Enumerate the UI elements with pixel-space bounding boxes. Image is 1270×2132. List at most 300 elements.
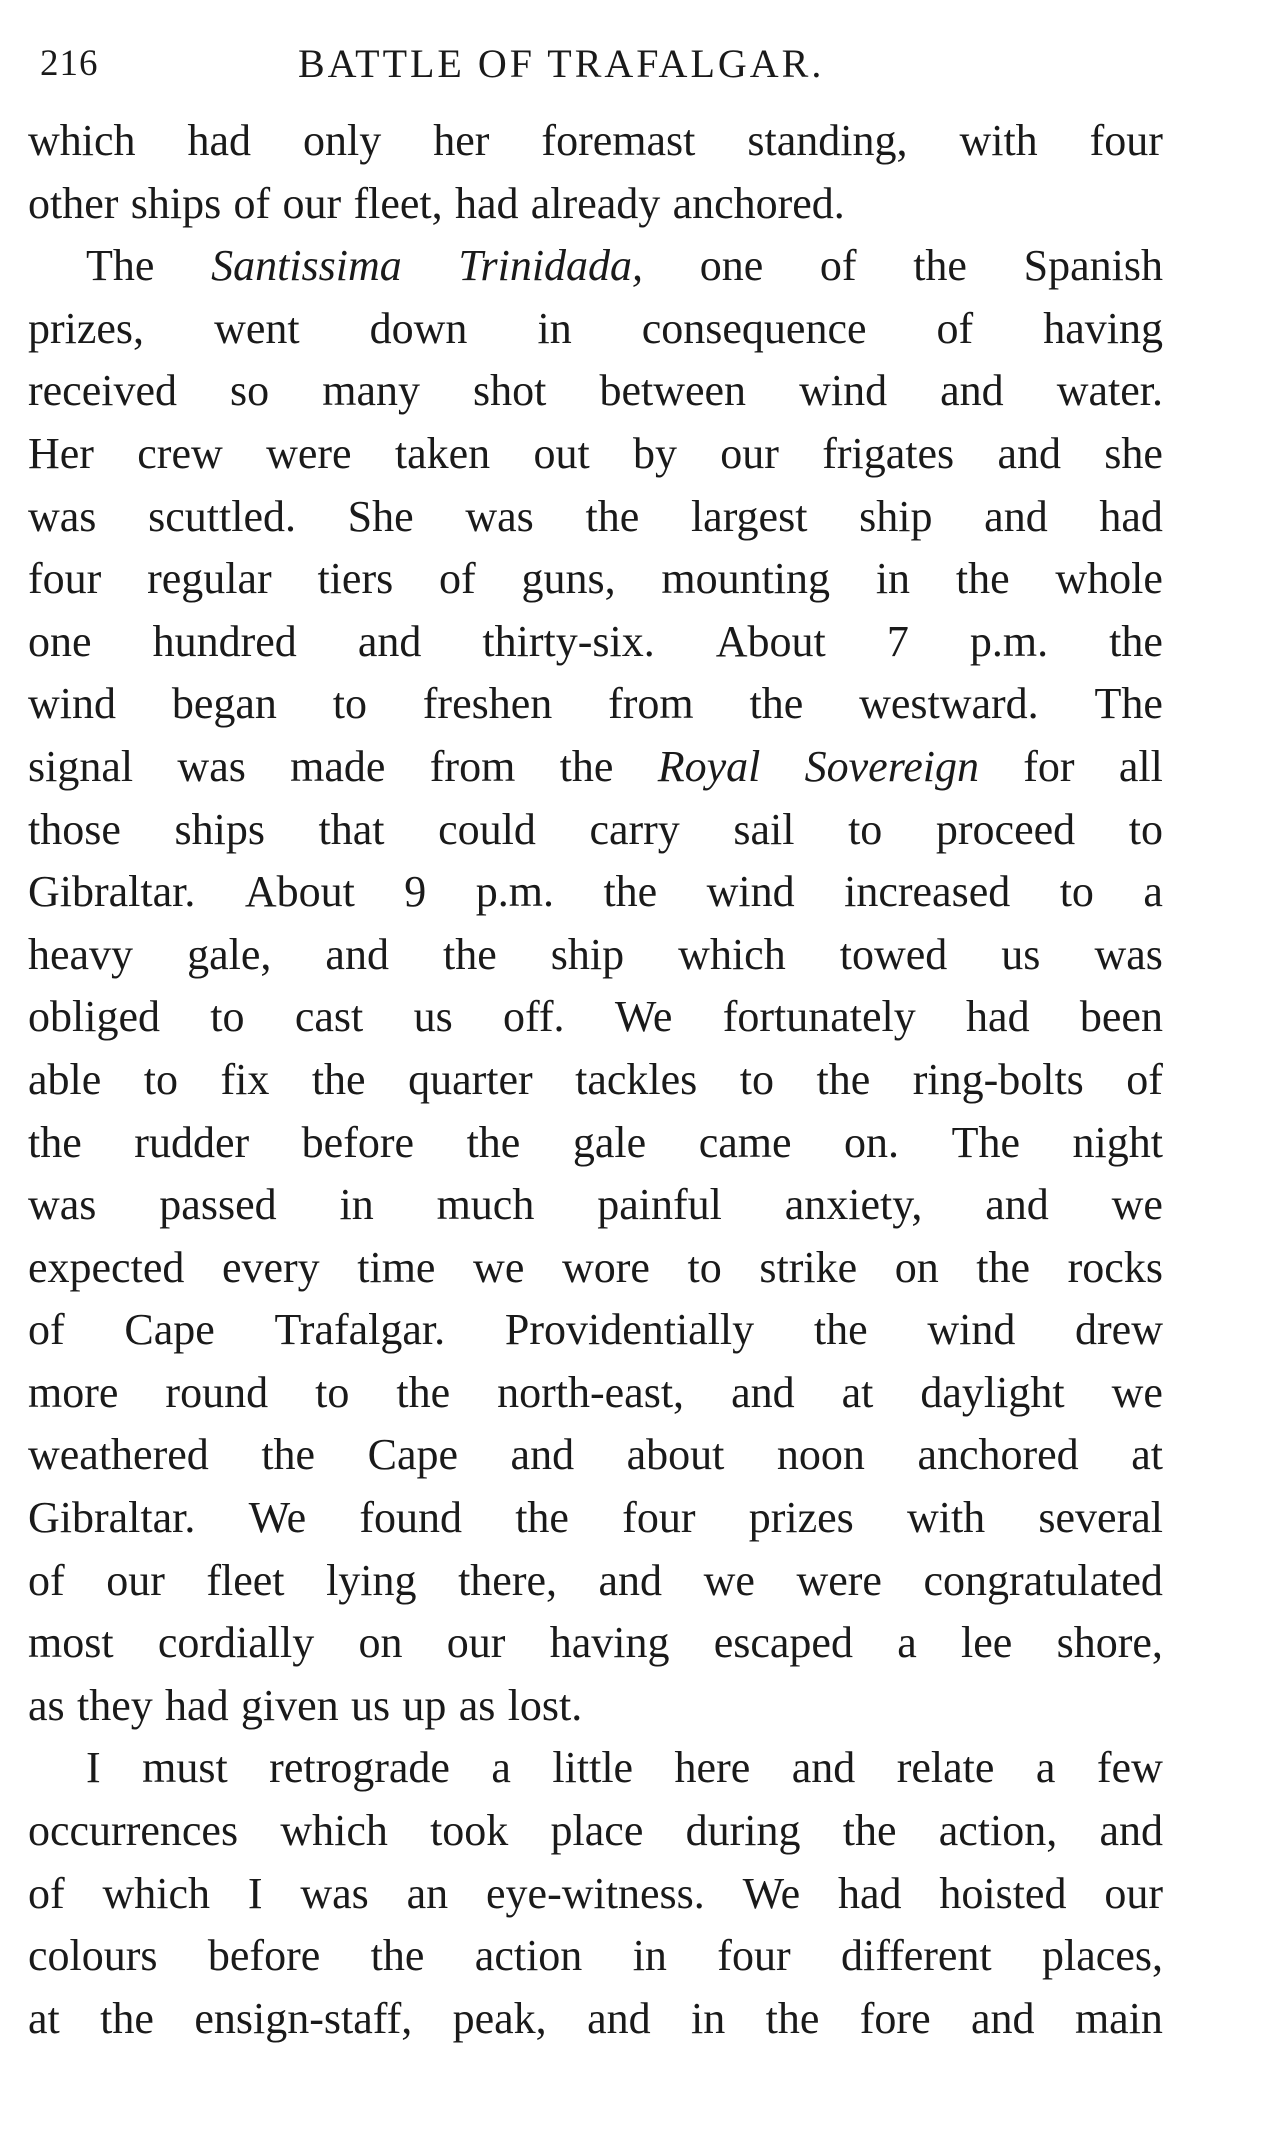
- word: had: [165, 1680, 229, 1730]
- word: scuttled.: [148, 491, 296, 541]
- word: to: [143, 1054, 178, 1104]
- text-line: [28, 423, 1163, 486]
- text-line: [28, 548, 1163, 611]
- word: passed: [159, 1180, 277, 1230]
- word: many: [322, 366, 420, 416]
- word: had: [454, 178, 519, 228]
- word: About: [244, 867, 355, 917]
- word: given: [240, 1680, 339, 1730]
- word: for: [1023, 741, 1075, 791]
- word: lee: [961, 1618, 1013, 1668]
- word: Gibraltar.: [28, 867, 196, 917]
- text-line: [28, 673, 1163, 736]
- word: out: [533, 428, 590, 478]
- word: was: [177, 741, 246, 791]
- word: relate: [896, 1743, 995, 1793]
- word: we: [1111, 1180, 1163, 1230]
- word: having: [1043, 303, 1163, 353]
- word: one: [28, 616, 92, 666]
- word: Cape: [124, 1305, 215, 1355]
- text-line: [28, 110, 1163, 173]
- word: and: [325, 929, 389, 979]
- word: taken: [394, 428, 491, 478]
- word: to: [739, 1054, 774, 1104]
- word: went: [214, 303, 300, 353]
- word: noon: [776, 1430, 865, 1480]
- word: the: [1109, 616, 1163, 666]
- word: crew: [137, 428, 223, 478]
- word: the: [585, 491, 640, 541]
- word: the: [396, 1367, 451, 1417]
- text-line: [28, 611, 1163, 674]
- word: more: [28, 1367, 119, 1417]
- word: fleet: [206, 1555, 285, 1605]
- word: foremast: [541, 116, 696, 165]
- word: wind: [927, 1305, 1016, 1355]
- word: every: [221, 1242, 320, 1292]
- word: and: [985, 1180, 1049, 1230]
- text-line: [28, 1237, 1163, 1300]
- word: wind: [799, 366, 888, 416]
- word: she: [1104, 428, 1163, 478]
- text-line: [28, 924, 1163, 987]
- word: daylight: [920, 1367, 1065, 1417]
- word: Santissima: [211, 241, 402, 291]
- text-line: [28, 1550, 1163, 1613]
- word: of: [233, 178, 271, 228]
- word: about: [626, 1430, 725, 1480]
- running-head: BATTLE OF TRAFALGAR.: [298, 41, 825, 86]
- word: of: [439, 554, 476, 604]
- word: which: [102, 1868, 211, 1918]
- text-line: [28, 1925, 1163, 1988]
- word: lost.: [507, 1680, 583, 1730]
- text-line: [28, 360, 1163, 423]
- word: mounting: [661, 554, 831, 604]
- word: and: [510, 1430, 575, 1480]
- word: several: [1038, 1493, 1163, 1543]
- word: made: [290, 741, 386, 791]
- word: came: [698, 1117, 792, 1167]
- word: received: [28, 366, 177, 416]
- word: We: [742, 1868, 801, 1918]
- word: from: [429, 741, 516, 791]
- word: hoisted: [939, 1868, 1067, 1918]
- word: was: [1094, 929, 1163, 979]
- word: different: [840, 1931, 992, 1981]
- word: to: [848, 804, 883, 854]
- word: 9: [404, 867, 427, 917]
- word: occurrences: [28, 1806, 239, 1856]
- word: proceed: [935, 804, 1076, 854]
- word: having: [549, 1618, 670, 1668]
- text-line: [28, 173, 1163, 236]
- word: which: [28, 116, 136, 165]
- text-line: [28, 1737, 1163, 1800]
- word: all: [1118, 741, 1163, 791]
- word: so: [230, 366, 270, 416]
- word: About: [715, 616, 826, 666]
- text-line: [28, 1362, 1163, 1425]
- word: place: [550, 1806, 644, 1856]
- word: to: [315, 1367, 350, 1417]
- word: wind: [706, 867, 795, 917]
- word: the: [955, 554, 1010, 604]
- word: Royal: [657, 741, 761, 791]
- word: those: [28, 804, 121, 854]
- word: as: [458, 1680, 496, 1730]
- word: fortunately: [722, 992, 916, 1042]
- word: the: [813, 1305, 868, 1355]
- word: shore,: [1056, 1618, 1163, 1668]
- word: Trinidada,: [458, 241, 644, 291]
- word: the: [261, 1430, 316, 1480]
- word: main: [1074, 1993, 1163, 2043]
- word: Cape: [367, 1430, 459, 1480]
- word: by: [632, 428, 677, 478]
- word: ship: [550, 929, 625, 979]
- word: colours: [28, 1931, 158, 1981]
- word: only: [303, 116, 382, 165]
- text-line: [28, 1988, 1163, 2051]
- word: with: [906, 1493, 986, 1543]
- word: had: [837, 1868, 902, 1918]
- word: us: [413, 992, 453, 1042]
- word: most: [28, 1618, 114, 1668]
- word: in: [339, 1180, 374, 1230]
- word: retrograde: [269, 1743, 450, 1793]
- word: ensign-staff,: [194, 1993, 413, 2043]
- word: frigates: [822, 428, 955, 478]
- word: Spanish: [1023, 241, 1163, 291]
- word: anchored: [917, 1430, 1079, 1480]
- word: night: [1072, 1117, 1163, 1167]
- word: and: [587, 1993, 651, 2043]
- word: expected: [28, 1242, 185, 1292]
- word: of: [28, 1555, 65, 1605]
- word: few: [1096, 1743, 1163, 1793]
- word: must: [142, 1743, 228, 1793]
- word: her: [433, 116, 490, 165]
- word: had: [966, 992, 1030, 1042]
- word: the: [749, 679, 804, 729]
- word: the: [370, 1931, 425, 1981]
- word: carry: [589, 804, 680, 854]
- word: the: [842, 1806, 897, 1856]
- word: heavy: [28, 929, 134, 979]
- word: and: [997, 428, 1061, 478]
- word: the: [442, 929, 497, 979]
- word: four: [717, 1931, 791, 1981]
- body-text: [28, 110, 1163, 2050]
- text-line: [28, 1863, 1163, 1926]
- word: and: [984, 491, 1048, 541]
- word: were: [796, 1555, 882, 1605]
- word: our: [720, 428, 779, 478]
- word: able: [28, 1054, 102, 1104]
- word: was: [300, 1868, 369, 1918]
- word: here: [674, 1743, 751, 1793]
- word: four: [1089, 116, 1163, 165]
- word: prizes: [748, 1493, 854, 1543]
- word: the: [765, 1993, 820, 2043]
- word: gale: [572, 1117, 647, 1167]
- word: and: [357, 616, 422, 666]
- word: eye-witness.: [486, 1868, 705, 1918]
- word: anchored.: [672, 178, 845, 228]
- word: and: [1099, 1806, 1163, 1856]
- word: standing,: [747, 116, 908, 165]
- word: westward.: [859, 679, 1039, 729]
- word: guns,: [521, 554, 616, 604]
- page-header: [40, 34, 1150, 94]
- word: to: [332, 679, 367, 729]
- word: fleet,: [353, 178, 443, 228]
- word: little: [552, 1743, 634, 1793]
- word: places,: [1042, 1931, 1163, 1981]
- word: took: [430, 1806, 509, 1856]
- word: rudder: [134, 1117, 250, 1167]
- word: four: [622, 1493, 696, 1543]
- word: which: [678, 929, 786, 979]
- word: tiers: [317, 554, 394, 604]
- word: largest: [690, 491, 808, 541]
- word: we: [473, 1242, 525, 1292]
- word: wind: [28, 679, 116, 729]
- word: quarter: [408, 1054, 533, 1104]
- word: towed: [839, 929, 948, 979]
- word: ship: [859, 491, 933, 541]
- word: tackles: [575, 1054, 698, 1104]
- word: time: [357, 1242, 436, 1292]
- word: to: [1128, 804, 1163, 854]
- word: anxiety,: [784, 1180, 923, 1230]
- word: We: [248, 1493, 307, 1543]
- text-line: [28, 736, 1163, 799]
- word: our: [106, 1555, 165, 1605]
- text-line: [28, 861, 1163, 924]
- word: the: [603, 867, 658, 917]
- word: at: [28, 1993, 60, 2043]
- word: the: [559, 741, 614, 791]
- word: The: [951, 1117, 1020, 1167]
- word: Gibraltar.: [28, 1493, 196, 1543]
- word: cordially: [157, 1618, 315, 1668]
- word: the: [913, 241, 967, 291]
- word: the: [466, 1117, 521, 1167]
- word: that: [318, 804, 385, 854]
- word: in: [537, 303, 572, 353]
- text-line: [28, 986, 1163, 1049]
- word: was: [28, 491, 97, 541]
- word: of: [28, 1868, 65, 1918]
- word: Providentially: [504, 1305, 755, 1355]
- word: down: [369, 303, 468, 353]
- word: in: [632, 1931, 667, 1981]
- word: on: [358, 1618, 403, 1668]
- word: escaped: [713, 1618, 853, 1668]
- word: as: [28, 1680, 65, 1730]
- word: the: [311, 1054, 366, 1104]
- word: had: [187, 116, 252, 165]
- word: cast: [294, 992, 364, 1042]
- text-line: [28, 1049, 1163, 1112]
- word: The: [86, 241, 155, 291]
- word: strike: [759, 1242, 858, 1292]
- word: from: [608, 679, 694, 729]
- word: She: [347, 491, 414, 541]
- word: our: [282, 178, 342, 228]
- word: much: [436, 1180, 535, 1230]
- word: Trafalgar.: [274, 1305, 446, 1355]
- word: sail: [733, 804, 795, 854]
- word: on.: [844, 1117, 900, 1167]
- word: us: [350, 1680, 391, 1730]
- text-line: [28, 1112, 1163, 1175]
- word: found: [359, 1493, 462, 1543]
- word: one: [699, 241, 764, 291]
- word: 7: [886, 616, 909, 666]
- word: could: [438, 804, 536, 854]
- word: drew: [1075, 1305, 1163, 1355]
- word: The: [1094, 679, 1163, 729]
- word: other: [28, 178, 119, 228]
- word: to: [687, 1242, 722, 1292]
- word: gale,: [187, 929, 272, 979]
- word: the: [100, 1993, 154, 2043]
- word: shot: [473, 366, 547, 416]
- word: of: [819, 241, 857, 291]
- word: of: [1126, 1054, 1163, 1104]
- word: was: [28, 1180, 97, 1230]
- word: our: [1104, 1868, 1163, 1918]
- text-line: [28, 799, 1163, 862]
- word: and: [598, 1555, 663, 1605]
- word: ships: [130, 178, 222, 228]
- word: to: [210, 992, 245, 1042]
- word: ring-bolts: [912, 1054, 1084, 1104]
- text-line: [28, 1612, 1163, 1675]
- word: freshen: [422, 679, 553, 729]
- word: action: [474, 1931, 583, 1981]
- text-line: [28, 1675, 1163, 1738]
- word: p.m.: [475, 867, 554, 917]
- word: ships: [174, 804, 265, 854]
- word: I: [247, 1868, 263, 1918]
- word: a: [1143, 867, 1163, 917]
- word: p.m.: [969, 616, 1049, 666]
- word: the: [976, 1242, 1031, 1292]
- word: off.: [503, 992, 565, 1042]
- text-line: [28, 235, 1163, 298]
- word: of: [936, 303, 974, 353]
- word: and: [971, 1993, 1035, 2043]
- word: a: [491, 1743, 511, 1793]
- word: before: [207, 1931, 321, 1981]
- word: were: [266, 428, 352, 478]
- word: lying: [326, 1555, 417, 1605]
- word: the: [515, 1493, 569, 1543]
- word: with: [959, 116, 1038, 165]
- word: in: [875, 554, 911, 604]
- word: peak,: [452, 1993, 547, 2043]
- word: of: [28, 1305, 65, 1355]
- word: had: [1099, 491, 1163, 541]
- word: up: [402, 1680, 447, 1730]
- word: they: [76, 1680, 153, 1730]
- word: wore: [561, 1242, 650, 1292]
- word: we: [1111, 1367, 1163, 1417]
- word: already: [530, 178, 661, 228]
- word: round: [165, 1367, 269, 1417]
- word: and: [731, 1367, 795, 1417]
- word: an: [406, 1868, 449, 1918]
- text-line: [28, 1424, 1163, 1487]
- word: fore: [859, 1993, 931, 2043]
- word: regular: [147, 554, 272, 604]
- word: during: [685, 1806, 801, 1856]
- word: been: [1079, 992, 1163, 1042]
- word: a: [1035, 1743, 1056, 1793]
- word: the: [816, 1054, 871, 1104]
- word: We: [614, 992, 673, 1042]
- word: painful: [597, 1180, 722, 1230]
- word: was: [465, 491, 534, 541]
- word: and: [791, 1743, 856, 1793]
- word: before: [301, 1117, 415, 1167]
- word: whole: [1055, 554, 1163, 604]
- word: which: [280, 1806, 388, 1856]
- word: us: [1001, 929, 1041, 979]
- word: fix: [220, 1054, 270, 1104]
- word: I: [86, 1743, 101, 1793]
- word: signal: [28, 741, 134, 791]
- text-line: [28, 1174, 1163, 1237]
- text-line: [28, 486, 1163, 549]
- word: Her: [28, 428, 94, 478]
- word: in: [691, 1993, 726, 2043]
- word: a: [897, 1618, 917, 1668]
- word: north-east,: [497, 1367, 685, 1417]
- word: the: [28, 1117, 82, 1167]
- word: began: [171, 679, 277, 729]
- word: congratulated: [923, 1555, 1163, 1605]
- word: action,: [938, 1806, 1058, 1856]
- word: weathered: [28, 1430, 209, 1480]
- word: at: [1131, 1430, 1163, 1480]
- word: hundred: [152, 616, 297, 666]
- word: to: [1059, 867, 1094, 917]
- word: increased: [844, 867, 1011, 917]
- word: there,: [458, 1555, 557, 1605]
- word: obliged: [28, 992, 160, 1042]
- word: on: [894, 1242, 939, 1292]
- text-line: [28, 298, 1163, 361]
- word: Sovereign: [804, 741, 979, 791]
- word: thirty-six.: [482, 616, 655, 666]
- text-line: [28, 1800, 1163, 1863]
- word: and: [940, 366, 1004, 416]
- text-line: [28, 1487, 1163, 1550]
- word: our: [446, 1618, 506, 1668]
- word: at: [841, 1367, 874, 1417]
- page-number: 216: [40, 43, 99, 84]
- word: four: [28, 554, 102, 604]
- word: rocks: [1067, 1242, 1163, 1292]
- word: consequence: [641, 303, 867, 353]
- word: prizes,: [28, 303, 145, 353]
- text-line: [28, 1299, 1163, 1362]
